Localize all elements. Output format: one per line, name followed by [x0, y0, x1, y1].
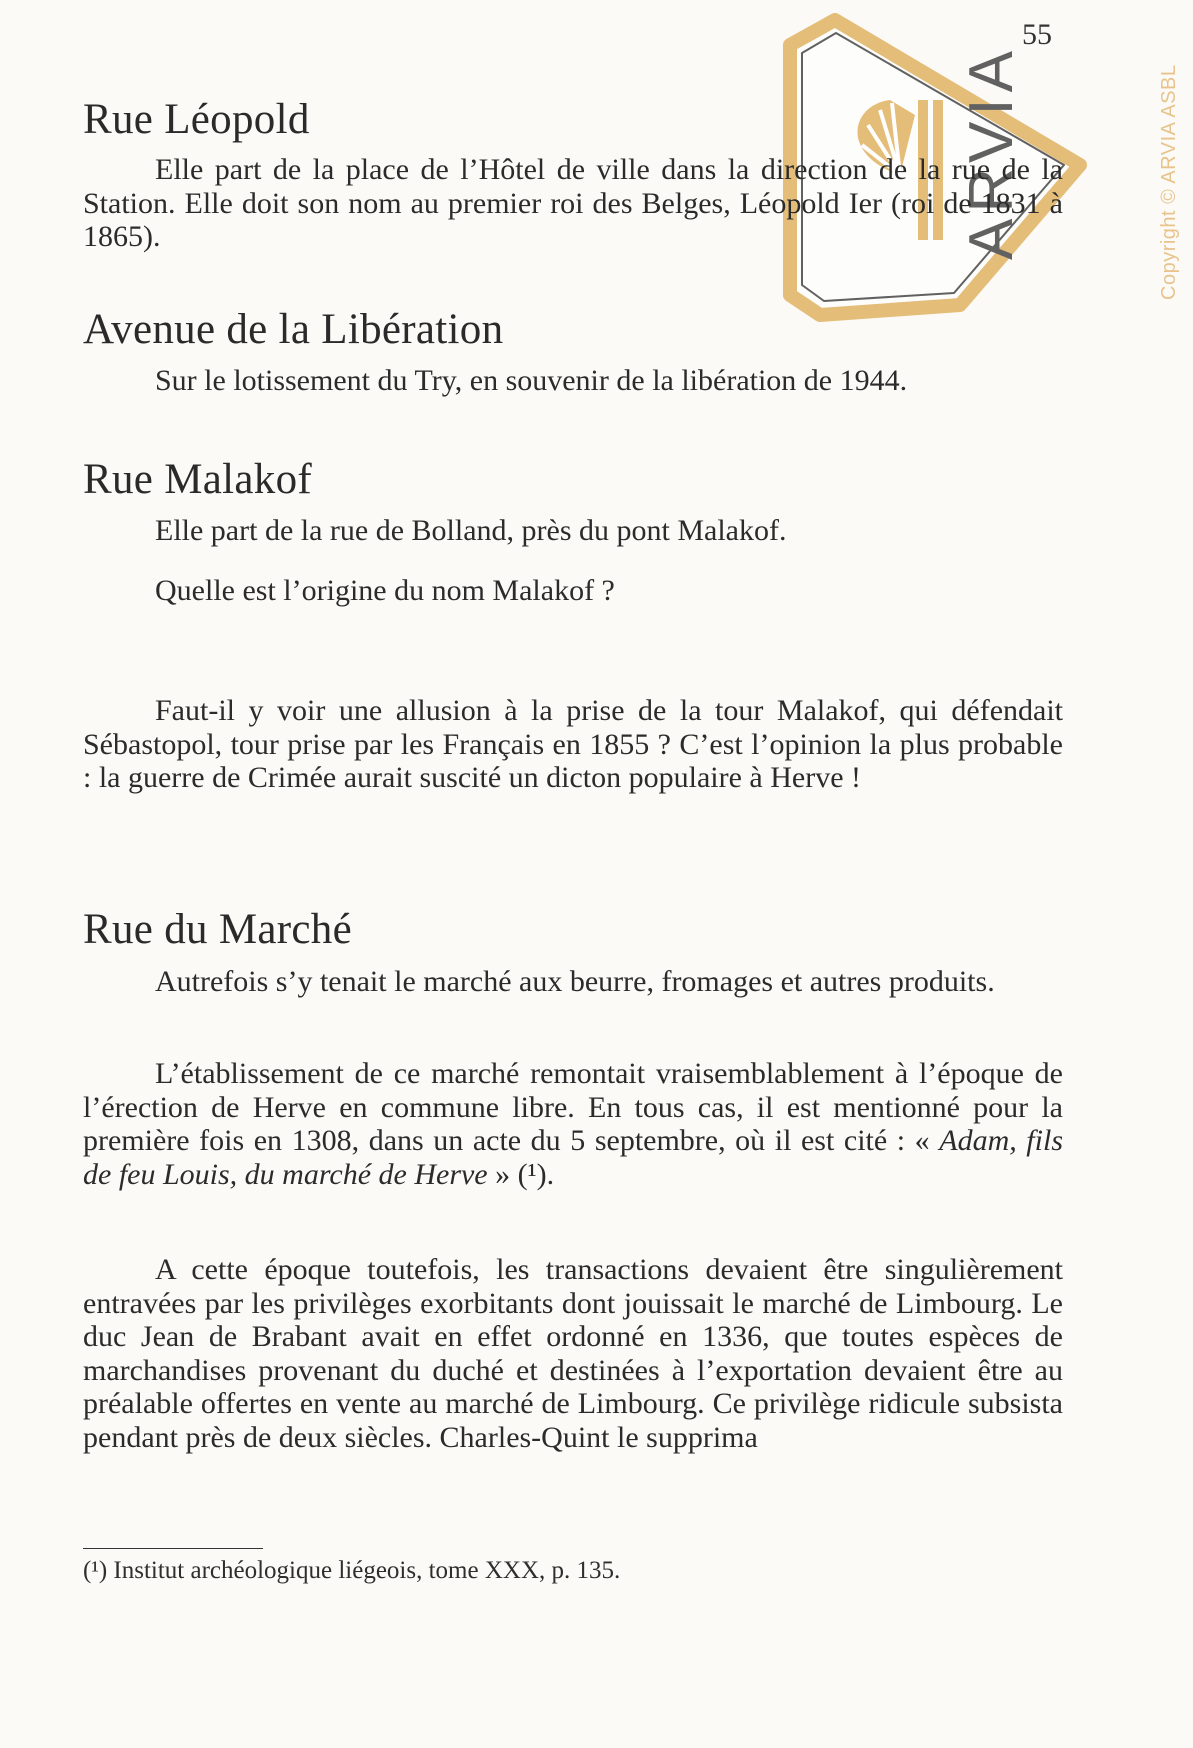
section-title-rue-malakof: Rue Malakof [83, 456, 312, 503]
paragraph: Autrefois s’y tenait le marché aux beurre, fromages et autres produits. [155, 965, 995, 998]
footnote-divider [83, 1548, 263, 1549]
quote-italic-text: Adam, fils de feu Louis, du marché de Herve [83, 1124, 1063, 1191]
paragraph: Faut-il y voir une allusion à la prise de la tour Malakof, qui défendait Sébastopol, tour prise par les Français en 1855 ? C’est l’opinion la plus probable : la guerre de Crimée aurait suscité un dicton populaire à Herve ! [83, 694, 1063, 794]
copyright-notice: Copyright © ARVIA ASBL [1158, 64, 1180, 300]
paragraph-with-quote [83, 1057, 1063, 1191]
footnote: (¹) Institut archéologique liégeois, tome XXX, p. 135. [83, 1557, 621, 1584]
quote-tail-text: » (¹). [487, 1157, 555, 1191]
section-title-avenue-liberation: Avenue de la Libération [83, 306, 504, 353]
paragraph: Elle part de la rue de Bolland, près du pont Malakof. [155, 514, 787, 547]
page-number: 55 [1022, 18, 1052, 51]
section-title-rue-du-marche: Rue du Marché [83, 906, 352, 953]
quote-lead-text: L’établissement de ce marché remontait vraisemblablement à l’époque de l’érection de Herve en commune libre. En tous cas, il est mentionné pour la première fois en 1308, dans un acte du 5 septembre, où il est cité : « [83, 1057, 1063, 1157]
section-title-rue-leopold: Rue Léopold [83, 96, 310, 143]
watermark-brand-text: ARVIA [957, 45, 1026, 260]
paragraph: Quelle est l’origine du nom Malakof ? [155, 574, 615, 607]
paragraph: Elle part de la place de l’Hôtel de ville dans la direction de la rue de la Station. Elle doit son nom au premier roi des Belges, Léopold Ier (roi de 1831 à 1865). [83, 153, 1063, 253]
paragraph: A cette époque toutefois, les transactions devaient être singulièrement entravées par les privilèges exorbitants dont jouissait le marché de Limbourg. Le duc Jean de Brabant avait en effet ordonné en 1336, que toutes espèces de marchandises provenant du duché et destinées à l’exportation devaient être au préalable offertes en vente au marché de Limbourg. Ce privilège ridicule subsista pendant près de deux siècles. Charles-Quint le supprima [83, 1253, 1063, 1454]
paragraph: Sur le lotissement du Try, en souvenir de la libération de 1944. [155, 364, 908, 397]
